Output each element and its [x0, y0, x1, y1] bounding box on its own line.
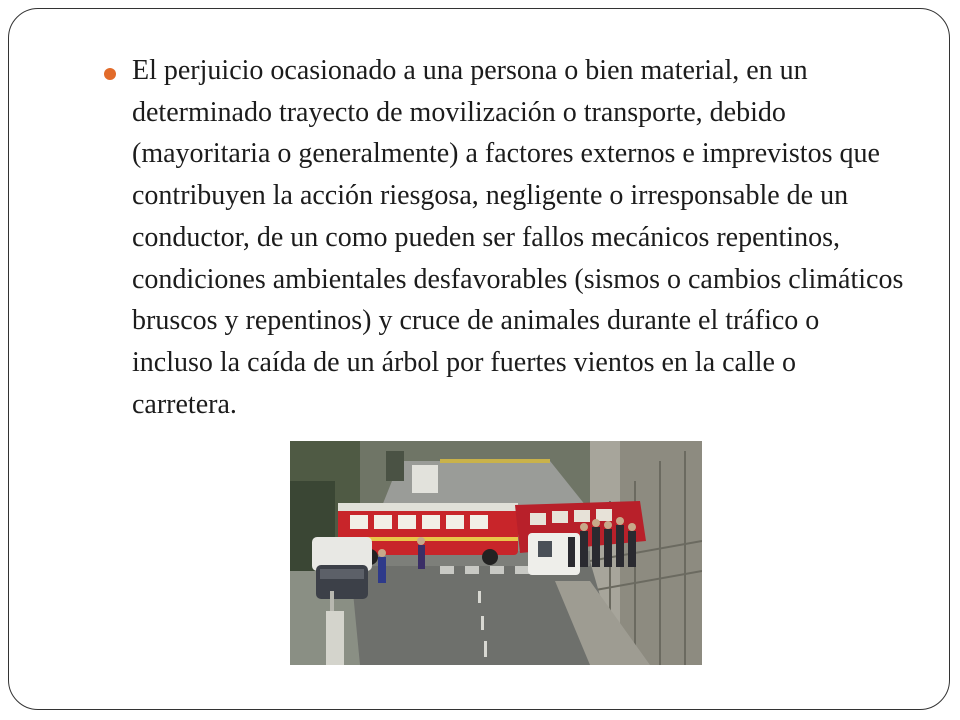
- street-accident-scene: [290, 441, 702, 665]
- accident-photo: [290, 441, 702, 665]
- bullet-text: El perjuicio ocasionado a una persona o bien material, en un determinado trayecto de movilización o transporte, debido (mayoritaria o generalmente) a factores externos e imprevistos que contribuyen la acción riesgosa, negligente o irresponsable de un conductor, de un como pueden ser fallos mecánicos repentinos, condiciones ambientales desfavorables (sismos o cambios climáticos bruscos y repentinos) y cruce de animales durante el tráfico o incluso la caída de un árbol por fuertes vientos en la calle o carretera.: [132, 55, 904, 420]
- bullet-dot-icon: [104, 68, 116, 80]
